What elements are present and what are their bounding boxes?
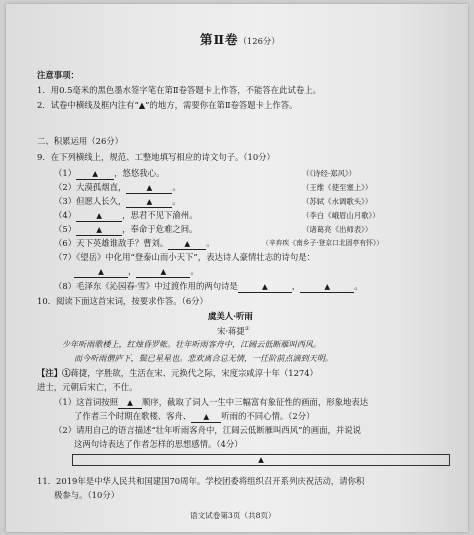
answer-blank[interactable]: ▲	[238, 281, 292, 293]
q9-source-6: （辛弃疾《南乡子·登京口北固亭有怀》）	[262, 239, 384, 247]
q10-sub2-line2: 这两句诗表达了作者怎样的思想感情。（4分）	[74, 439, 243, 449]
answer-box[interactable]: ▲	[72, 454, 450, 466]
q9-item-7: （7）《望岳》中化用“登泰山而小天下”，表达诗人豪情壮志的诗句是：	[54, 252, 315, 262]
q10-sub1-line2: 了作者三个时期在歌楼、客舟、 ▲ 听雨的不同心情。（2分）	[74, 411, 315, 421]
q9-item-5: （5） ▲ ，奉命于危难之间。	[54, 224, 198, 234]
page-footer: 语文试卷第3页（共8页）	[190, 511, 276, 520]
q11-line-2: 极参与。（10分）	[54, 490, 120, 500]
q9-item-6: （6）天下英雄谁敌手？曹刘。 ▲ 。	[54, 238, 215, 248]
q9-item-8: （8）毛泽东《沁园春·雪》中过渡作用的两句诗是 ▲ ， ▲ 。	[54, 281, 363, 291]
poem-title: 虞美人·听雨	[208, 311, 253, 321]
q9-source-3: （苏轼《水调歌头》）	[302, 197, 373, 206]
answer-blank[interactable]: ▲	[126, 182, 172, 194]
section-heading: 二、积累运用（26分）	[37, 136, 124, 146]
notes-heading: 注意事项：	[37, 70, 79, 80]
answer-blank[interactable]: ▲	[76, 210, 122, 222]
answer-blank[interactable]: ▲	[126, 196, 172, 208]
q9-item-3: （3）但愿人长久， ▲ 。	[54, 196, 181, 206]
poem-line-2: 而今听雨僧庐下，鬓已星星也。悲欢离合总无情，一任阶前点滴到天明。	[74, 353, 334, 363]
note-1: 1．用0.5毫米的黑色墨水签字笔在第Ⅱ卷答题卡上作答，不能答在此试卷上。	[37, 85, 321, 95]
q9-source-2: （王维《使至塞上》）	[302, 183, 373, 192]
answer-blank[interactable]: ▲	[76, 224, 122, 236]
title-text: 第Ⅱ卷	[200, 32, 239, 47]
title-points: （126分）	[238, 36, 280, 46]
answer-blank[interactable]: ▲	[168, 238, 206, 250]
q9-stem: 9．在下列横线上，规范、工整地填写相应的诗文句子。（10分）	[37, 152, 275, 162]
q9-item-2: （2）大漠孤烟直， ▲ 。	[54, 182, 181, 192]
q9-source-4: （李白《峨眉山月歌》）	[302, 211, 380, 220]
answer-blank[interactable]: ▲	[74, 266, 128, 278]
answer-blank[interactable]: ▲	[76, 168, 114, 180]
poem-note-1: 【注】①蒋捷，字胜欲，生活在宋、元换代之际，宋度宗咸淳十年（1274）	[37, 368, 318, 378]
q10-stem: 10．阅读下面这首宋词，按要求作答。（6分）	[37, 296, 208, 306]
answer-blank[interactable]: ▲	[136, 266, 190, 278]
q9-source-5: （诸葛亮《出师表》）	[302, 225, 373, 234]
q11-line-1: 11．2019年是中华人民共和国建国70周年。学校团委将组织召开系列庆祝活动，请你积	[37, 476, 365, 486]
poem-note-2: 进士，元朝后宋亡，不仕。	[37, 382, 138, 392]
note-2: 2．试卷中横线及框内注有“▲”的地方，需要你在第Ⅱ卷答题卡上作答。	[37, 100, 298, 110]
page-title	[200, 34, 280, 47]
q9-source-1: （《诗经·郑风》）	[302, 169, 357, 178]
poem-author: 宋·蒋捷①	[217, 325, 250, 336]
q9-item-4: （4） ▲ ，思君不见下渝州。	[54, 210, 198, 220]
answer-blank[interactable]: ▲	[300, 281, 354, 293]
q10-sub2-line1: （2）请用自己的语言描述“壮年听雨客舟中，江阔云低断雁叫西风”的画面，并说说	[54, 425, 362, 435]
answer-blank[interactable]: ▲	[118, 397, 142, 409]
q9-item-7-answers: ▲ ， ▲ 。	[74, 266, 199, 278]
poem-line-1: 少年听雨歌楼上，红烛昏罗帐。壮年听雨客舟中，江阔云低断雁叫西风。	[62, 339, 322, 349]
q10-sub1-line1: （1）这首词按照 ▲ 顺序，截取了词人一生中三幅富有象征性的画面，形象地表达	[54, 397, 369, 407]
q9-item-1: （1） ▲ ，悠悠我心。	[54, 168, 165, 178]
answer-blank[interactable]: ▲	[191, 411, 221, 423]
